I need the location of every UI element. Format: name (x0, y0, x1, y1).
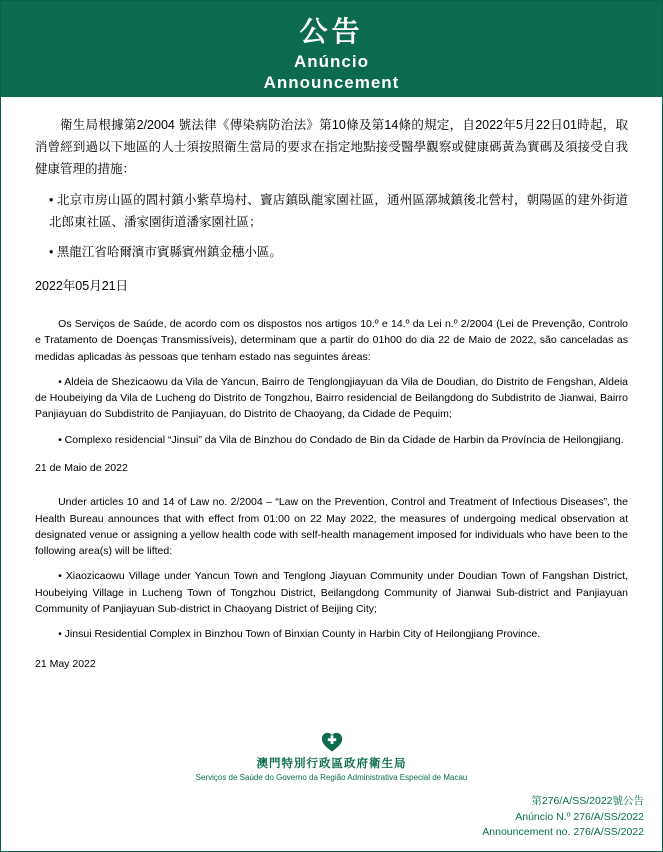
english-bullet-2: • Jinsui Residential Complex in Binzhou Town of Binxian County in Harbin City of Heilongjiang Province. (58, 628, 541, 641)
organisation-block (19, 728, 644, 783)
organisation-name-portuguese: Serviços de Saúde do Governo da Região Administrativa Especial de Macau (195, 773, 468, 783)
english-bullet-1: • Xiaozicaowu Village under Yancun Town and Tenglong Jiayuan Community under Doudian Town of Fangshan District, Houbeiying Village in Lucheng Town of Tongzhou District, Beilangdong Community of Jianwai Sub-district and Panjiayuan Community of Panjiayuan Sub-district in Chaoyang District of Beijing City; (35, 570, 628, 615)
reference-chinese: 第276/A/SS/2022號公告 (531, 794, 644, 807)
english-paragraph-1: Under articles 10 and 14 of Law no. 2/2004 – “Law on the Prevention, Control and Treatment of Infectious Diseases”, the Health Bureau announces that with effect from 01:00 on 22 May 2022, the measures of undergoing medical observation at designated venue or assigning a yellow health code with self-health management imposed for individuals who have been to the following area(s) will be lifted: (35, 496, 628, 558)
portuguese-date: 21 de Maio de 2022 (35, 461, 128, 474)
header-title-english: Announcement (263, 72, 400, 92)
section-chinese (35, 115, 628, 298)
english-date: 21 May 2022 (35, 658, 96, 671)
organisation-name-chinese: 澳門特別行政區政府衛生局 (256, 758, 407, 771)
reference-block (19, 794, 644, 841)
header-title-chinese: 公告 (299, 16, 364, 47)
chinese-bullet-1: • 北京市房山區的閻村鎮小紫草塢村、竇店鎮臥龍家園社區，通州區漷城鎮後北營村，朝陽區的建外街道北郎東社區、潘家園街道潘家園社區； (49, 192, 628, 229)
document-header (1, 1, 662, 97)
portuguese-bullet-2: • Complexo residencial “Jinsui” da Vila de Binzhou do Condado de Bin da Cidade de Harbin da Província de Heilongjiang. (58, 433, 624, 446)
section-portuguese (35, 316, 628, 476)
reference-portuguese: Anúncio N.º 276/A/SS/2022 (515, 810, 644, 823)
chinese-paragraph-1: 衛生局根據第2/2004 號法律《傳染病防治法》第10條及第14條的規定，自2022年5月22日01時起，取消曾經到過以下地區的人士須按照衛生當局的要求在指定地點接受醫學觀察或健康碼黃為實碼及須接受自我健康管理的措施： (35, 118, 628, 176)
section-english (35, 494, 628, 672)
chinese-date: 2022年05月21日 (35, 279, 129, 294)
document-footer (1, 728, 662, 851)
reference-english: Announcement no. 276/A/SS/2022 (482, 826, 644, 839)
chinese-bullet-2: • 黑龍江省哈爾濱市賓縣賓州鎮金穗小區。 (49, 245, 282, 260)
header-title-portuguese: Anúncio (294, 51, 369, 71)
portuguese-bullet-1: • Aldeia de Shezicaowu da Vila de Yancun, Bairro de Tenglongjiayuan da Vila de Doudian, do Distrito de Fengshan, Aldeia de Houbeiying da Vila de Lucheng do Distrito de Tongzhou, Bairro residencial de Beilangdong do Subdistrito de Jianwai, Bairro Panjiayuan do Subdistrito de Panjiayuan, do Distrito de Chaoyang, da Cidade de Pequim; (35, 375, 628, 421)
portuguese-paragraph-1: Os Serviços de Saúde, de acordo com os dispostos nos artigos 10.º e 14.º da Lei n.º 2/2004 (Lei de Prevenção, Controlo e Tratamento de Doenças Transmissíveis), determinam que a partir do 01h00 do dia 22 de Maio de 2022, são canceladas as medidas aplicadas às pessoas que tenham estado nas seguintes áreas: (35, 318, 628, 363)
health-bureau-logo-icon (319, 728, 345, 754)
document-body (1, 97, 662, 673)
